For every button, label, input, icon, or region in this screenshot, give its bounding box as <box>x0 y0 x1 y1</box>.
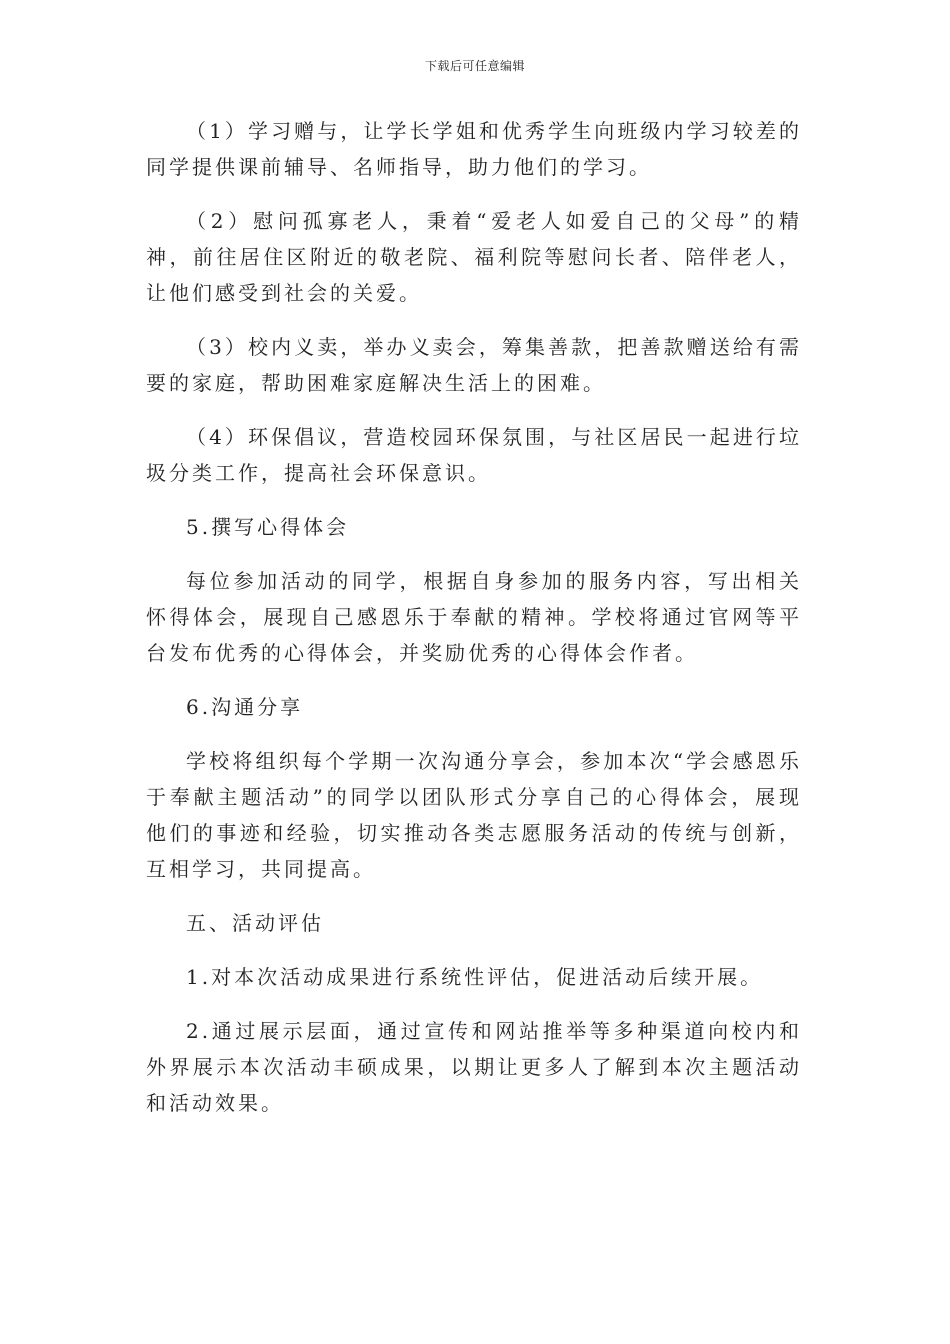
section-heading-evaluation: 五、活动评估 <box>186 911 324 935</box>
paragraph-reflection: 每位参加活动的同学，根据自身参加的服务内容，写出相关怀得体会，展现自己感恩乐于奉献的精神。学校将通过官网等平台发布优秀的心得体会，并奖励优秀的心得体会作者。 <box>146 569 802 665</box>
paragraph-charity-sale: （3）校内义卖，举办义卖会，筹集善款，把善款赠送给有需要的家庭，帮助困难家庭解决生活上的困难。 <box>146 335 802 395</box>
paragraph-evaluation-1: 1.对本次活动成果进行系统性评估，促进活动后续开展。 <box>186 965 764 989</box>
paragraph-environmental: （4）环保倡议，营造校园环保氛围，与社区居民一起进行垃圾分类工作，提高社会环保意识。 <box>146 425 802 485</box>
paragraph-study-help: （1）学习赠与，让学长学姐和优秀学生向班级内学习较差的同学提供课前辅导、名师指导，助力他们的学习。 <box>146 119 802 179</box>
document-body <box>146 113 802 1139</box>
section-heading-reflection: 5.撰写心得体会 <box>186 515 350 539</box>
section-heading-sharing: 6.沟通分享 <box>186 695 304 719</box>
page-header: 下载后可任意编辑 <box>424 59 525 73</box>
paragraph-evaluation-2: 2.通过展示层面，通过宣传和网站推举等多种渠道向校内和外界展示本次活动丰硕成果，以期让更多人了解到本次主题活动和活动效果。 <box>146 1019 802 1115</box>
paragraph-elderly-visit: （2）慰问孤寡老人，秉着“爱老人如爱自己的父母”的精神，前往居住区附近的敬老院、福利院等慰问长者、陪伴老人，让他们感受到社会的关爱。 <box>146 209 802 305</box>
paragraph-sharing: 学校将组织每个学期一次沟通分享会，参加本次“学会感恩乐于奉献主题活动”的同学以团队形式分享自己的心得体会，展现他们的事迹和经验，切实推动各类志愿服务活动的传统与创新，互相学习，共同提高。 <box>146 749 802 881</box>
